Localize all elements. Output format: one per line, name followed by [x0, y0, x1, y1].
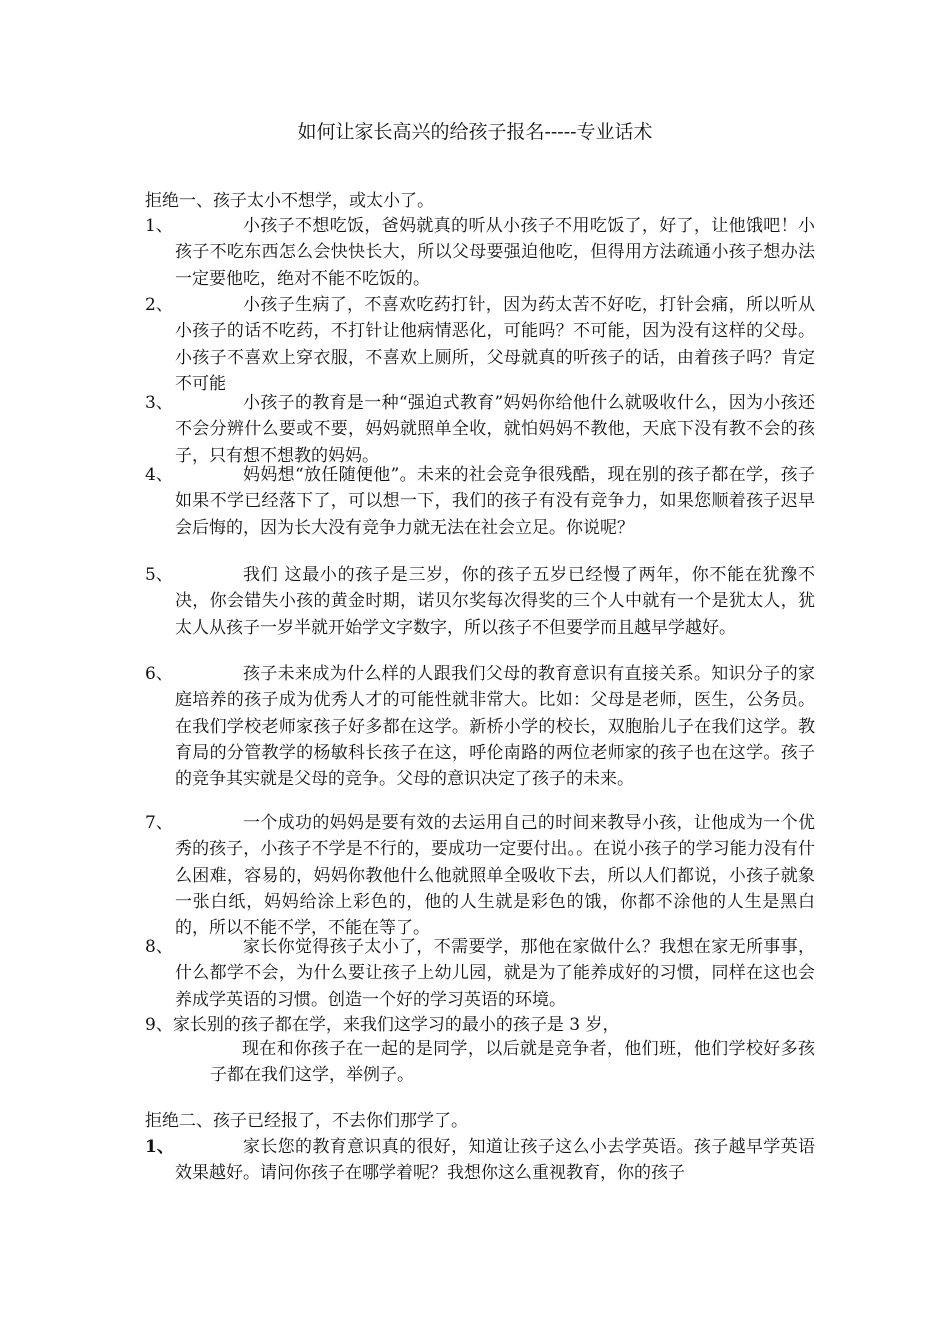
- list-item-s2-1: [145, 1134, 815, 1187]
- item-number: 5、: [145, 565, 173, 585]
- item-text: 家长您的教育意识真的很好，知道让孩子这么小去学英语。孩子越早学英语效果越好。请问你孩子在哪学着呢？我想你这么重视教育，你的孩子: [175, 1137, 815, 1184]
- item-text: 妈妈想“放任随便他”。未来的社会竞争很残酷，现在别的孩子都在学，孩子如果不学已经落下了，可以想一下，我们的孩子有没有竞争力，如果您顺着孩子迟早会后悔的，因为长大没有竞争力就无法在社会立足。你说呢？: [175, 465, 815, 538]
- section-heading-2: 拒绝二、孩子已经报了，不去你们那学了。: [145, 1111, 468, 1131]
- list-item-9: [145, 1036, 815, 1089]
- list-item-1: [145, 213, 815, 292]
- document-title: 如何让家长高兴的给孩子报名-----专业话术: [297, 121, 653, 143]
- item-number: 4、: [145, 465, 173, 485]
- item-text: 现在和你孩子在一起的是同学，以后就是竞争者，他们班，他们学校好多孩子都在我们这学，举例子。: [210, 1039, 815, 1086]
- list-item-3: [145, 390, 815, 469]
- item-number: 6、: [145, 664, 173, 684]
- item-text: 小孩子的教育是一种“强迫式教育”妈妈你给他什么就吸收什么，因为小孩还不会分辨什么要或不要，妈妈就照单全收，就怕妈妈不教他，天底下没有教不会的孩子，只有想不想教的妈妈。: [175, 393, 815, 466]
- list-item-4: [145, 462, 815, 541]
- list-item-8: [145, 934, 815, 1013]
- list-item-6: [145, 661, 815, 792]
- item-number: 3、: [145, 393, 173, 413]
- item-number: 7、: [145, 813, 173, 833]
- item-number: 1、: [145, 1137, 174, 1157]
- item-number: 8、: [145, 937, 173, 957]
- section-heading-1: 拒绝一、孩子太小不想学，或太小了。: [145, 191, 434, 211]
- item-text: 小孩子生病了，不喜欢吃药打针，因为药太苦不好吃，打针会痛，所以听从小孩子的话不吃药，不打针让他病情恶化，可能吗？不可能，因为没有这样的父母。小孩子不喜欢上穿衣服，不喜欢上厕所，父母就真的听孩子的话，由着孩子吗？肯定不可能: [175, 295, 815, 394]
- item-text: 孩子未来成为什么样的人跟我们父母的教育意识有直接关系。知识分子的家庭培养的孩子成为优秀人才的可能性就非常大。比如：父母是老师，医生，公务员。在我们学校老师家孩子好多都在这学。新桥小学的校长，双胞胎儿子在我们这学。教育局的分管教学的杨敏科长孩子在这，呼伦南路的两位老师家的孩子也在这学。孩子的竞争其实就是父母的竞争。父母的意识决定了孩子的未来。: [175, 664, 815, 790]
- item-text: 小孩子不想吃饭，爸妈就真的听从小孩子不用吃饭了，好了，让他饿吧！小孩子不吃东西怎么会快快长大，所以父母要强迫他吃，但得用方法疏通小孩子想办法一定要他吃，绝对不能不吃饭的。: [175, 216, 815, 289]
- list-item-9-heading: 9、家长别的孩子都在学，来我们这学习的最小的孩子是 3 岁，: [145, 1015, 620, 1035]
- item-number: 2、: [145, 295, 173, 315]
- item-number: 1、: [145, 216, 173, 236]
- list-item-5: [145, 562, 815, 641]
- item-text: 家长你觉得孩子太小了，不需要学，那他在家做什么？我想在家无所事事，什么都学不会，为什么要让孩子上幼儿园，就是为了能养成好的习惯，同样在这也会养成学英语的习惯。创造一个好的学习英语的环境。: [175, 937, 815, 1010]
- item-text: 一个成功的妈妈是要有效的去运用自己的时间来教导小孩，让他成为一个优秀的孩子，小孩子不学是不行的，要成功一定要付出。。在说小孩子的学习能力没有什么困难，容易的，妈妈你教他什么他就照单全吸收下去，所以人们都说，小孩子就象一张白纸，妈妈给涂上彩色的，他的人生就是彩色的饿，你都不涂他的人生是黑白的，所以不能不学，不能在等了。: [175, 813, 815, 939]
- item-text: 我们 这最小的孩子是三岁，你的孩子五岁已经慢了两年，你不能在犹豫不决，你会错失小孩的黄金时期，诺贝尔奖每次得奖的三个人中就有一个是犹太人，犹太人从孩子一岁半就开始学文字数字，所以孩子不但要学而且越早学越好。: [175, 565, 815, 638]
- list-item-7: [145, 810, 815, 941]
- list-item-2: [145, 292, 815, 397]
